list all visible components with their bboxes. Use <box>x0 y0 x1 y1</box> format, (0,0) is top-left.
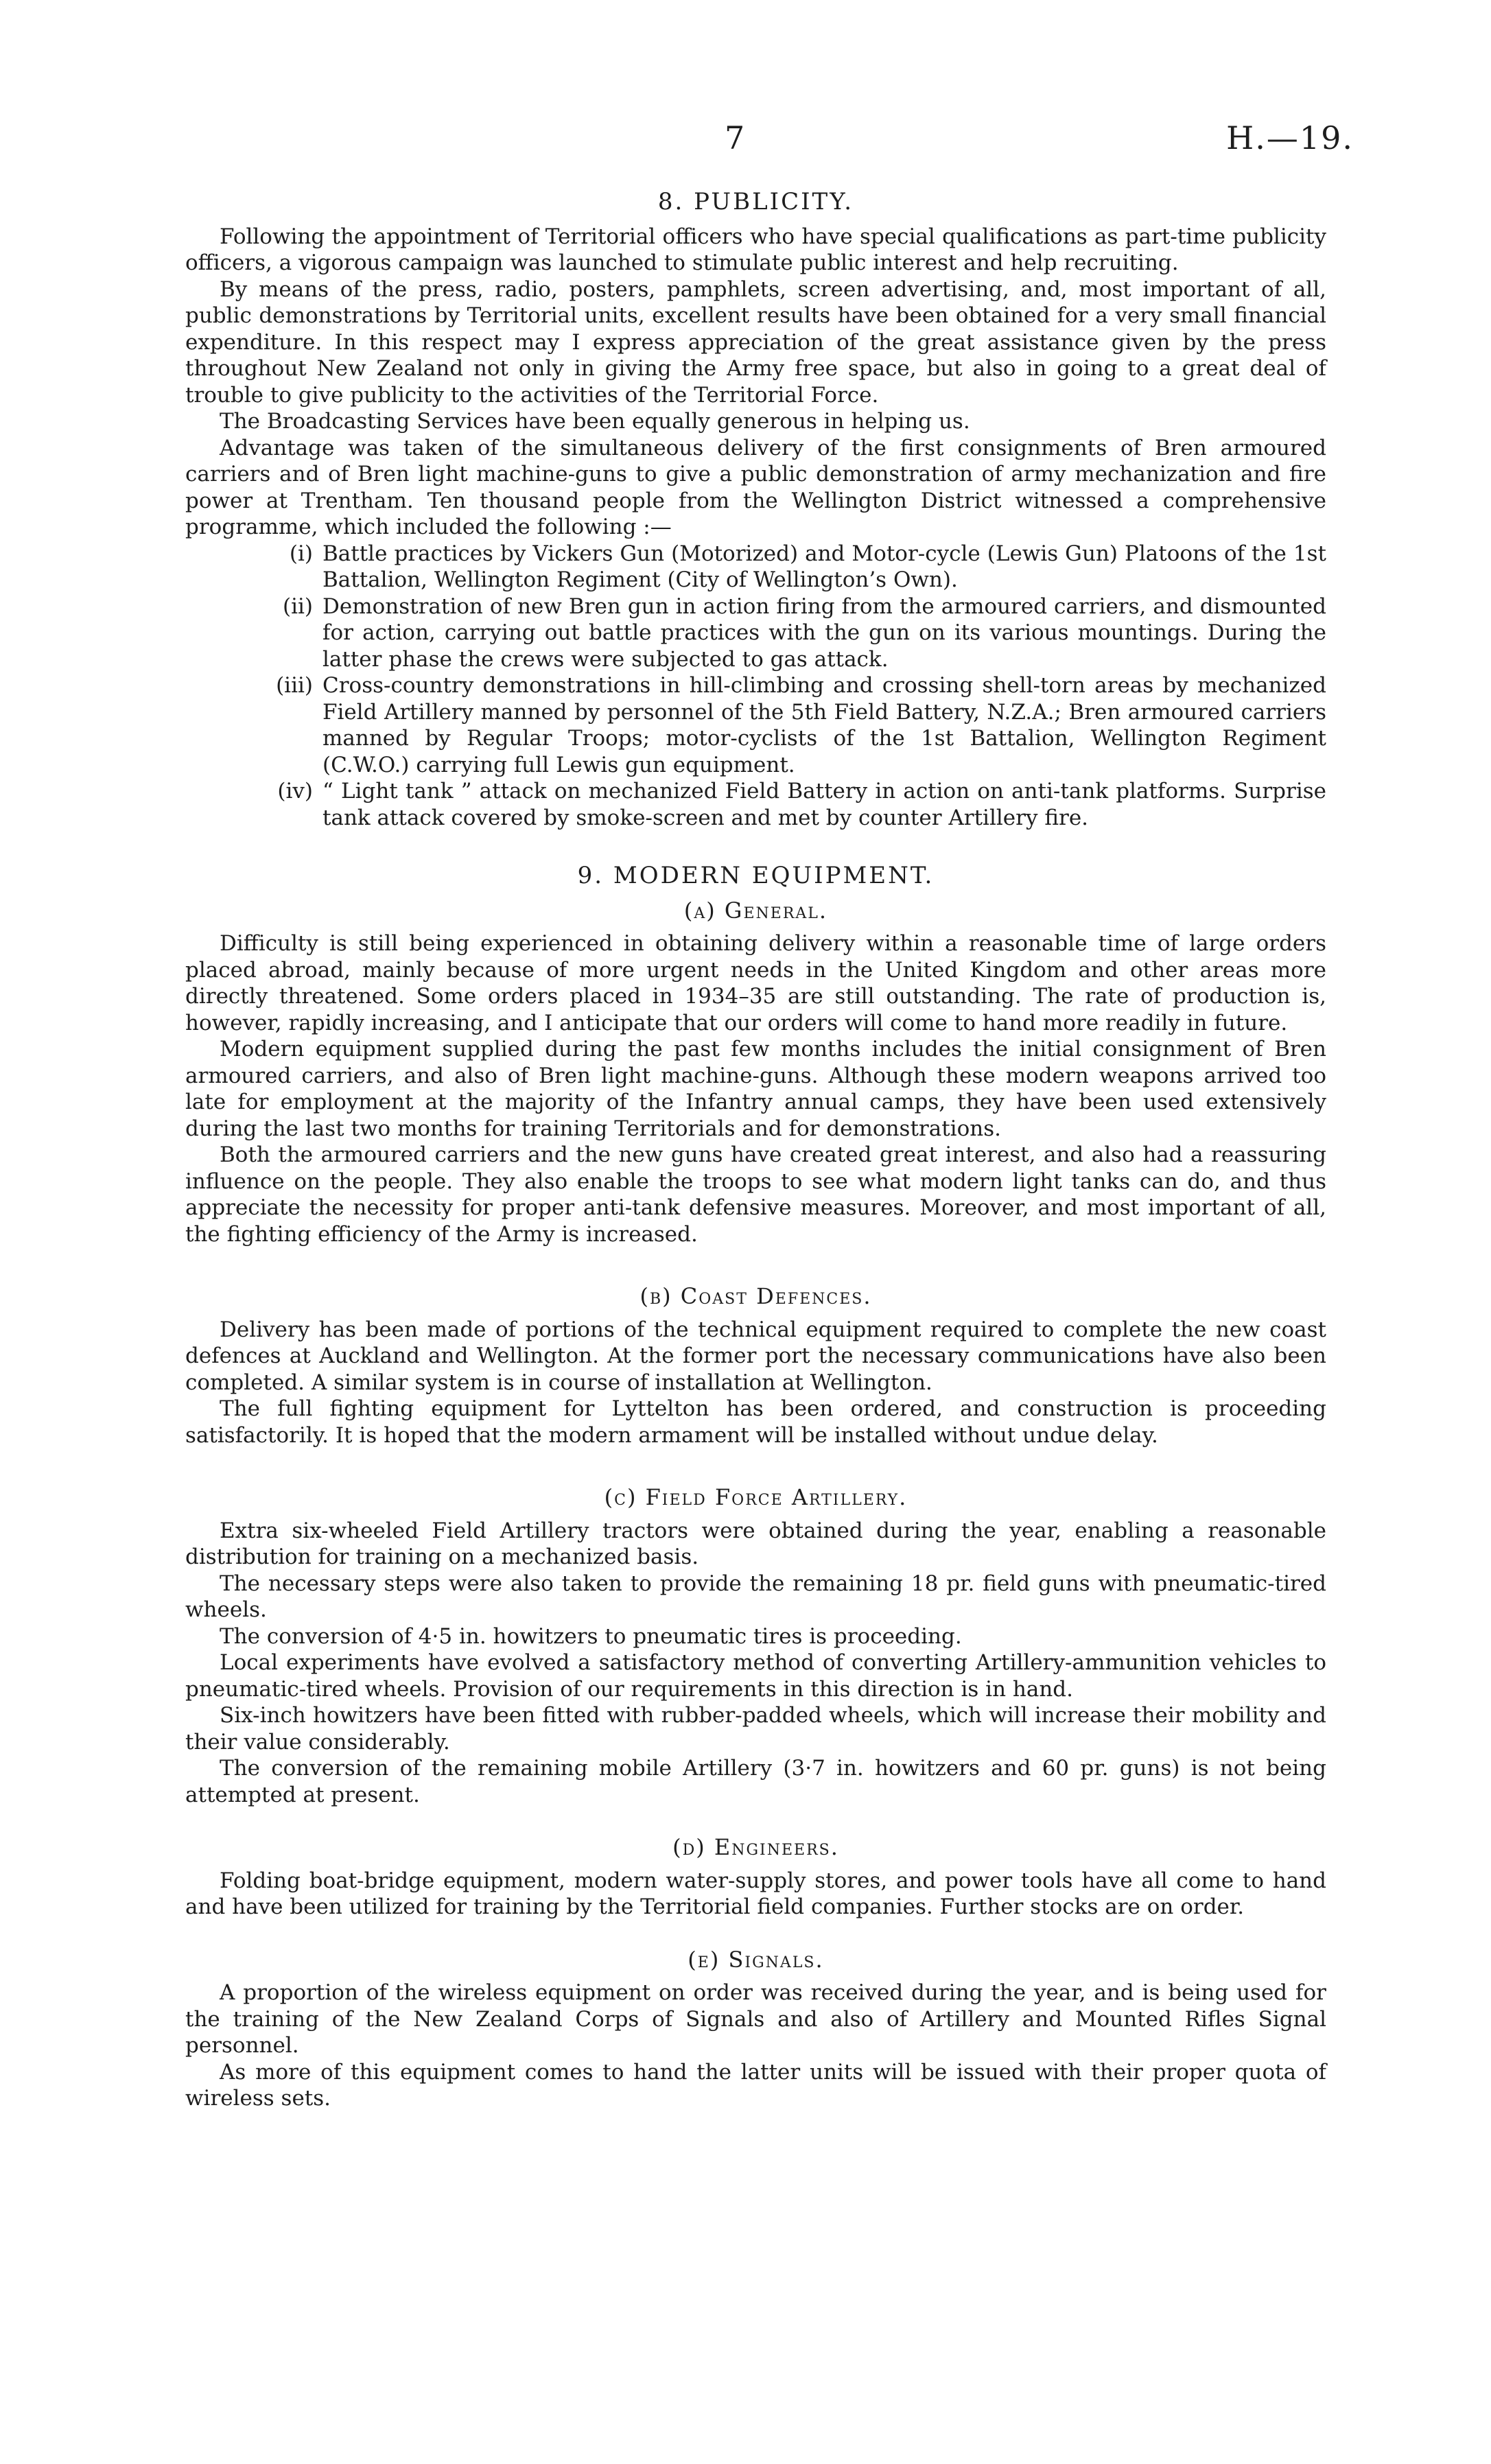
paragraph: Following the appointment of Territorial officers who have special qualifications as part-time publicity officers, a vigorous campaign was launched to stimulate public interest and help recruiting. <box>185 224 1326 275</box>
spacer <box>185 1448 1326 1472</box>
paragraph: Six-inch howitzers have been fitted with rubber-padded wheels, which will increase their mobility and their value considerably. <box>185 1703 1326 1755</box>
paragraph: Folding boat-bridge equipment, modern water-supply stores, and power tools have all come to hand and have been utilized for training by the Territorial field companies. Further stocks are on order. <box>185 1868 1326 1919</box>
paragraph: Difficulty is still being experienced in obtaining delivery within a reasonable time of large orders placed abroad, mainly because of more urgent needs in the United Kingdom and other areas more directly threatened. Some orders placed in 1934–35 are still outstanding. The rate of production is, however, rapidly increasing, and I anticipate that our orders will come to hand more readily in future. <box>185 931 1326 1035</box>
paragraph: Both the armoured carriers and the new guns have created great interest, and also had a reassuring influence on the people. They also enable the troops to see what modern light tanks can do, and thus appreciate the necessity for proper anti-tank defensive measures. Moreover, and most important of all, the fighting efficiency of the Army is increased. <box>185 1142 1326 1247</box>
document-reference: H.—19. <box>1226 119 1354 156</box>
paragraph: A proportion of the wireless equipment on order was received during the year, and is being used for the training of the New Zealand Corps of Signals and also of Artillery and Mounted Rifles Signal personnel. <box>185 1980 1326 2058</box>
subsection-title-field-force-artillery: (c) Field Force Artillery. <box>604 1484 908 1510</box>
page-number: 7 <box>725 119 747 156</box>
list-item-text: Battle practices by Vickers Gun (Motorized) and Motor-cycle (Lewis Gun) Platoons of the 1st Battalion, Wellington Regiment (City of Wellington’s Own). <box>322 541 1326 592</box>
list-item <box>185 778 1326 831</box>
list-item-text: “ Light tank ” attack on mechanized Field Battery in action on anti-tank platforms. Surprise tank attack covered by smoke-screen and met by counter Artillery fire. <box>322 779 1326 830</box>
paragraph: The full fighting equipment for Lyttelton has been ordered, and construction is proceeding satisfactorily. It is hoped that the modern armament will be installed without undue delay. <box>185 1396 1326 1448</box>
spacer <box>185 831 1326 863</box>
paragraph: As more of this equipment comes to hand the latter units will be issued with their proper quota of wireless sets. <box>185 2059 1326 2111</box>
paragraph: Local experiments have evolved a satisfactory method of converting Artillery-ammunition vehicles to pneumatic-tired wheels. Provision of our requirements in this direction is in hand. <box>185 1650 1326 1702</box>
spacer <box>185 1247 1326 1271</box>
list-item <box>185 672 1326 778</box>
subsection-title-engineers: (d) Engineers. <box>672 1834 839 1860</box>
list-item-number: (i) <box>289 541 313 566</box>
paragraph: The necessary steps were also taken to provide the remaining 18 pr. field guns with pneumatic-tired wheels. <box>185 1571 1326 1622</box>
paragraph: The conversion of the remaining mobile Artillery (3·7 in. howitzers and 60 pr. guns) is not being attempted at present. <box>185 1756 1326 1807</box>
paragraph: The conversion of 4·5 in. howitzers to pneumatic tires is proceeding. <box>220 1623 962 1649</box>
subsection-title-coast-defences: (b) Coast Defences. <box>639 1283 872 1309</box>
list-item-text: Cross-country demonstrations in hill-climbing and crossing shell-torn areas by mechanized Field Artillery manned by personnel of the 5th Field Battery, N.Z.A.; Bren armoured carriers manned by Regular Troops; motor-cyclists of the 1st Battalion, Wellington Regiment (C.W.O.) carrying full Lewis gun equipment. <box>322 673 1326 777</box>
page-header <box>0 119 1491 166</box>
list-item-text: Demonstration of new Bren gun in action firing from the armoured carriers, and dismounted for action, carrying out battle practices with the gun on its various mountings. During the latter phase the crews were subjected to gas attack. <box>322 594 1326 672</box>
paragraph: Advantage was taken of the simultaneous delivery of the first consignments of Bren armoured carriers and of Bren light machine-guns to give a public demonstration of army mechanization and fire power at Trentham. Ten thousand people from the Wellington District witnessed a comprehensive programme, which included the following :— <box>185 435 1326 539</box>
paragraph: Modern equipment supplied during the past few months includes the initial consignment of Bren armoured carriers, and also of Bren light machine-guns. Although these modern weapons arrived too late for employment at the majority of the Infantry annual camps, they have been used extensively during the last two months for training Territorials and for demonstrations. <box>185 1037 1326 1141</box>
section-title-modern-equipment: 9. MODERN EQUIPMENT. <box>577 862 935 889</box>
paragraph: The Broadcasting Services have been equally generous in helping us. <box>220 409 970 434</box>
paragraph: By means of the press, radio, posters, pamphlets, screen advertising, and, most important of all, public demonstrations by Territorial units, excellent results have been obtained for a very small financial expenditure. In this respect may I express appreciation of the great assistance given by the press throughout New Zealand not only in giving the Army free space, but also in going to a great deal of trouble to give publicity to the activities of the Territorial Force. <box>185 277 1326 408</box>
list-item <box>185 541 1326 594</box>
list-item-number: (iv) <box>277 779 313 803</box>
section-title-publicity: 8. PUBLICITY. <box>657 188 854 215</box>
subsection-title-general: (a) General. <box>683 897 828 924</box>
list-item-number: (ii) <box>282 594 313 619</box>
subsection-title-signals: (e) Signals. <box>688 1946 824 1973</box>
paragraph: Extra six-wheeled Field Artillery tractors were obtained during the year, enabling a reasonable distribution for training on a mechanized basis. <box>185 1518 1326 1569</box>
spacer <box>185 1808 1326 1822</box>
spacer <box>185 1921 1326 1934</box>
list-item <box>185 594 1326 673</box>
list-item-number: (iii) <box>276 673 313 698</box>
page-body <box>185 189 1326 2112</box>
paragraph: Delivery has been made of portions of the technical equipment required to complete the new coast defences at Auckland and Wellington. At the former port the necessary communications have also been completed. A similar system is in course of installation at Wellington. <box>185 1317 1326 1395</box>
demonstration-list <box>185 541 1326 832</box>
